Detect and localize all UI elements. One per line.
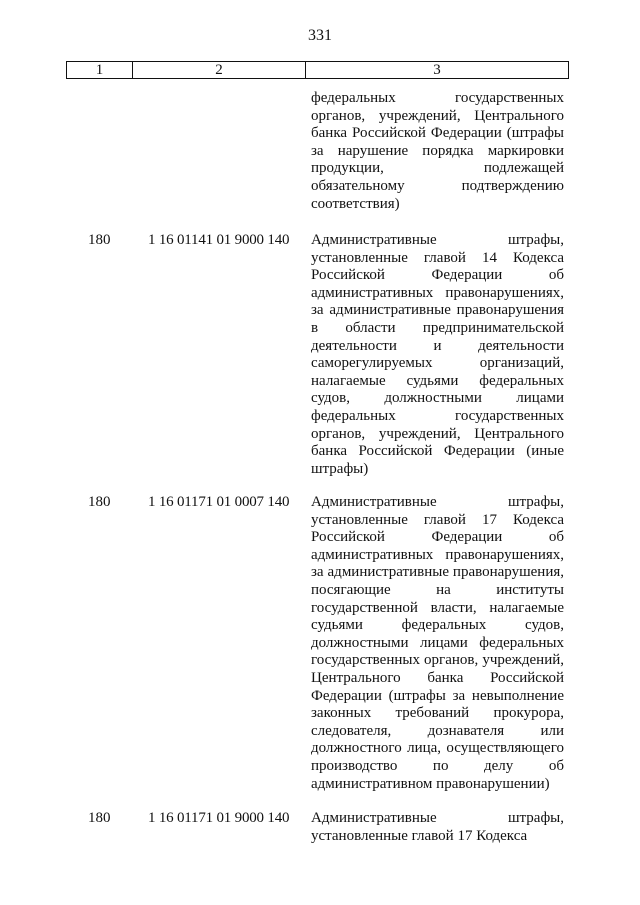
description-line: посягающие на институты [311,581,564,598]
administrator-code: 180 [88,494,111,510]
budget-classification-code: 1 16 01171 01 0007 140 [148,494,290,510]
description-line: следователя, дознавателя или [311,722,564,739]
description-line: административных правонарушениях, [311,284,564,301]
description-line: производство по делу об [311,757,564,774]
description-line: государственных органов, учреждений, [311,652,564,669]
description-line: за нарушение порядка маркировки [311,142,564,159]
description-line: штрафы) [311,460,369,477]
description-line: должностного лица, осуществляющего [311,740,564,757]
column-number-2: 2 [133,62,306,78]
description-line: соответствия) [311,195,400,212]
description-line: государственной власти, налагаемые [311,599,564,616]
row-description [311,232,564,478]
description-line: Центрального банка Российской [311,669,564,686]
description-line: административном правонарушении) [311,775,550,792]
description-line: судьями федеральных судов, [311,617,564,634]
description-line: деятельности и деятельности [311,337,564,354]
description-line: законных требований прокурора, [311,705,564,722]
description-line: Административные штрафы, [311,494,564,510]
description-line: установленные главой 17 Кодекса [311,511,564,528]
description-line: банка Российской Федерации (штрафы [311,125,564,142]
budget-classification-code: 1 16 01171 01 9000 140 [148,810,290,826]
description-line: органов, учреждений, Центрального [311,107,564,124]
description-line: обязательному подтверждению [311,177,564,194]
budget-classification-code: 1 16 01141 01 9000 140 [148,232,290,248]
column-number-header [66,61,569,79]
description-line: банка Российской Федерации (иные [311,443,564,460]
description-line: федеральных государственных [311,90,564,106]
administrator-code: 180 [88,232,111,248]
description-line: Российской Федерации об [311,529,564,546]
description-line: в области предпринимательской [311,319,564,336]
description-line: за административные правонарушения [311,302,564,319]
description-line: должностными лицами федеральных [311,634,564,651]
description-line: Российской Федерации об [311,267,564,284]
page-number: 331 [308,27,332,44]
column-number-3: 3 [433,62,441,78]
row-description [311,90,564,213]
description-line: Федерации (штрафы за невыполнение [311,687,564,704]
row-description [311,810,564,845]
description-line: органов, учреждений, Центрального [311,425,564,442]
description-line: судов, должностными лицами [311,390,564,407]
description-line: за административные правонарушения, [311,564,564,581]
description-line: саморегулируемых организаций, [311,355,564,372]
description-line: Административные штрафы, [311,810,564,826]
description-line: установленные главой 14 Кодекса [311,249,564,266]
description-line: продукции, подлежащей [311,160,564,177]
description-line: федеральных государственных [311,407,564,424]
row-description [311,494,564,793]
description-line: установленные главой 17 Кодекса [311,827,528,844]
column-number-1: 1 [67,62,133,78]
administrator-code: 180 [88,810,111,826]
description-line: Административные штрафы, [311,232,564,248]
description-line: административных правонарушениях, [311,546,564,563]
description-line: налагаемые судьями федеральных [311,372,564,389]
